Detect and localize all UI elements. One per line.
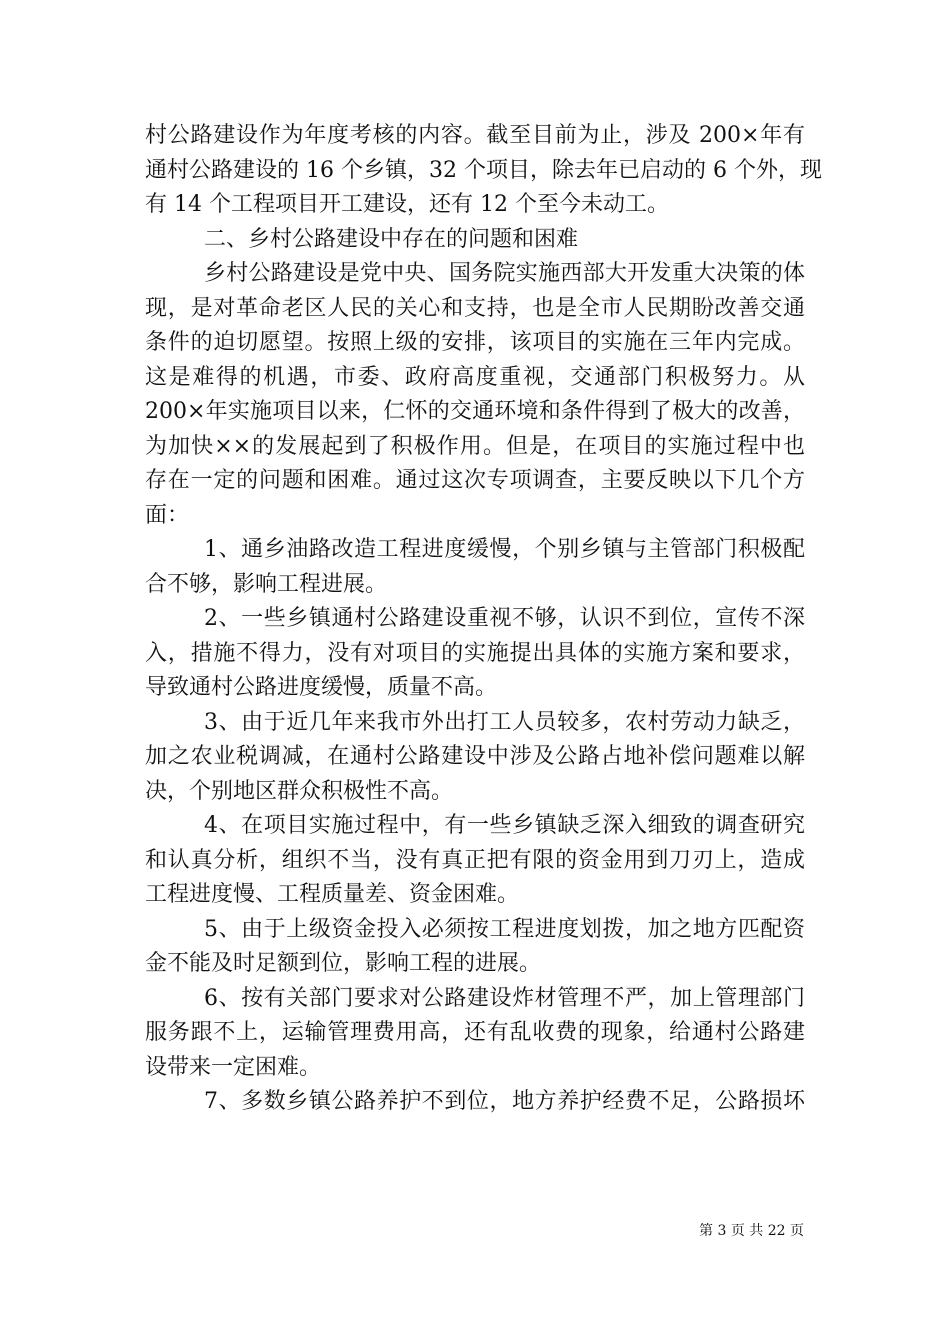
- text-line: 2、一些乡镇通村公路建设重视不够，认识不到位，宣传不深: [204, 606, 805, 631]
- text-line: 条件的迫切愿望。按照上级的安排，该项目的实施在三年内完成。: [145, 330, 805, 355]
- text-line: 这是难得的机遇，市委、政府高度重视，交通部门积极努力。从: [145, 364, 805, 390]
- text-line: 金不能及时足额到位，影响工程的进展。: [145, 951, 542, 976]
- text-line: 通村公路建设的 16 个乡镇，32 个项目，除去年已启动的 6 个外，现: [145, 157, 822, 183]
- section-heading: 二、乡村公路建设中存在的问题和困难: [204, 226, 579, 252]
- text-line: 设带来一定困难。: [145, 1054, 322, 1080]
- text-line: 加之农业税调减，在通村公路建设中涉及公路占地补偿问题难以解: [145, 744, 805, 769]
- text-line: 现，是对革命老区人民的关心和支持，也是全市人民期盼改善交通: [145, 295, 805, 321]
- text-line: 存在一定的问题和困难。通过这次专项调查，主要反映以下几个方: [145, 468, 805, 493]
- text-line: 5、由于上级资金投入必须按工程进度划拨，加之地方匹配资: [204, 916, 805, 942]
- text-line: 为加快××的发展起到了积极作用。但是，在项目的实施过程中也: [145, 433, 805, 459]
- text-line: 乡村公路建设是党中央、国务院实施西部大开发重大决策的体: [204, 261, 805, 286]
- text-line: 导致通村公路进度缓慢，质量不高。: [145, 675, 498, 700]
- text-line: 7、多数乡镇公路养护不到位，地方养护经费不足，公路损坏: [204, 1089, 805, 1114]
- document-body: [145, 119, 822, 1120]
- text-line: 决，个别地区群众积极性不高。: [145, 778, 454, 804]
- text-line: 1、通乡油路改造工程进度缓慢，个别乡镇与主管部门积极配: [204, 537, 805, 562]
- page-number: 第 3 页 共 22 页: [699, 1223, 804, 1239]
- text-line: 入，措施不得力，没有对项目的实施提出具体的实施方案和要求，: [145, 640, 805, 666]
- text-line: 面：: [145, 502, 190, 528]
- text-line: 村公路建设作为年度考核的内容。截至目前为止，涉及 200×年有: [145, 123, 805, 148]
- text-line: 3、由于近几年来我市外出打工人员较多，农村劳动力缺乏，: [204, 709, 805, 735]
- text-line: 工程进度慢、工程质量差、资金困难。: [145, 882, 520, 907]
- text-line: 4、在项目实施过程中，有一些乡镇缺乏深入细致的调查研究: [204, 813, 805, 838]
- text-line: 合不够，影响工程进展。: [145, 571, 388, 597]
- text-line: 服务跟不上，运输管理费用高，还有乱收费的现象，给通村公路建: [145, 1020, 805, 1045]
- text-line: 和认真分析，组织不当，没有真正把有限的资金用到刀刃上，造成: [145, 847, 805, 873]
- text-line: 6、按有关部门要求对公路建设炸材管理不严，加上管理部门: [204, 985, 805, 1011]
- text-line: 200×年实施项目以来，仁怀的交通环境和条件得到了极大的改善，: [145, 399, 805, 424]
- text-line: 有 14 个工程项目开工建设，还有 12 个至今未动工。: [145, 192, 669, 217]
